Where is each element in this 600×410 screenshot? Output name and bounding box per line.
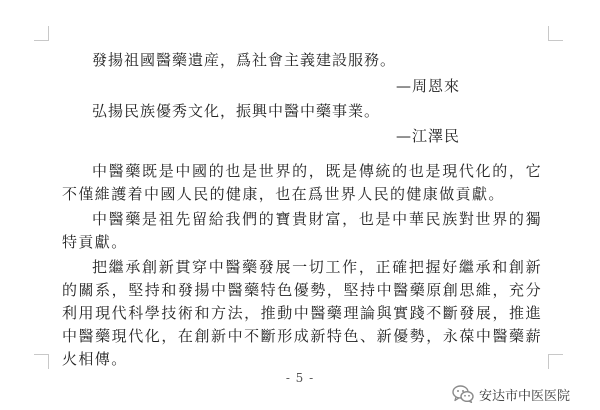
crop-mark-top-right (548, 26, 563, 41)
watermark (452, 383, 570, 405)
crop-mark-bottom-right (548, 354, 563, 369)
quote-2-author: —江澤民 (396, 127, 461, 145)
paragraph-3: 把繼承創新貫穿中醫藥發展一切工作，正確把握好繼承和創新的關系，堅持和發揚中醫藥特色優勢，堅持中醫藥原創思維，充分利用現代科學技術和方法，推動中醫藥理論與實踐不斷發展，推進中醫藥現代化，在創新中不斷形成新特色、新優勢，永葆中醫藥薪火相傳。 (62, 258, 542, 368)
crop-mark-bottom-left (34, 354, 49, 369)
quote-1-author: —周恩來 (396, 77, 461, 95)
quote-2-text: 弘揚民族優秀文化，振興中醫中藥事業。 (92, 102, 381, 120)
wechat-icon (452, 385, 474, 403)
page-number: - 5 - (285, 371, 315, 385)
paragraph-2: 中醫藥是祖先留給我們的寶貴財富，也是中華民族對世界的獨特貢獻。 (62, 210, 542, 251)
paragraph-1: 中醫藥既是中國的也是世界的，既是傳統的也是現代化的，它不僅維護着中國人民的健康，也在爲世界人民的健康做貢獻。 (62, 162, 542, 203)
crop-mark-top-left (34, 26, 49, 41)
watermark-text: 安达市中医医院 (479, 388, 571, 404)
quote-1-text: 發揚祖國醫藥遺産，爲社會主義建設服務。 (92, 51, 397, 69)
